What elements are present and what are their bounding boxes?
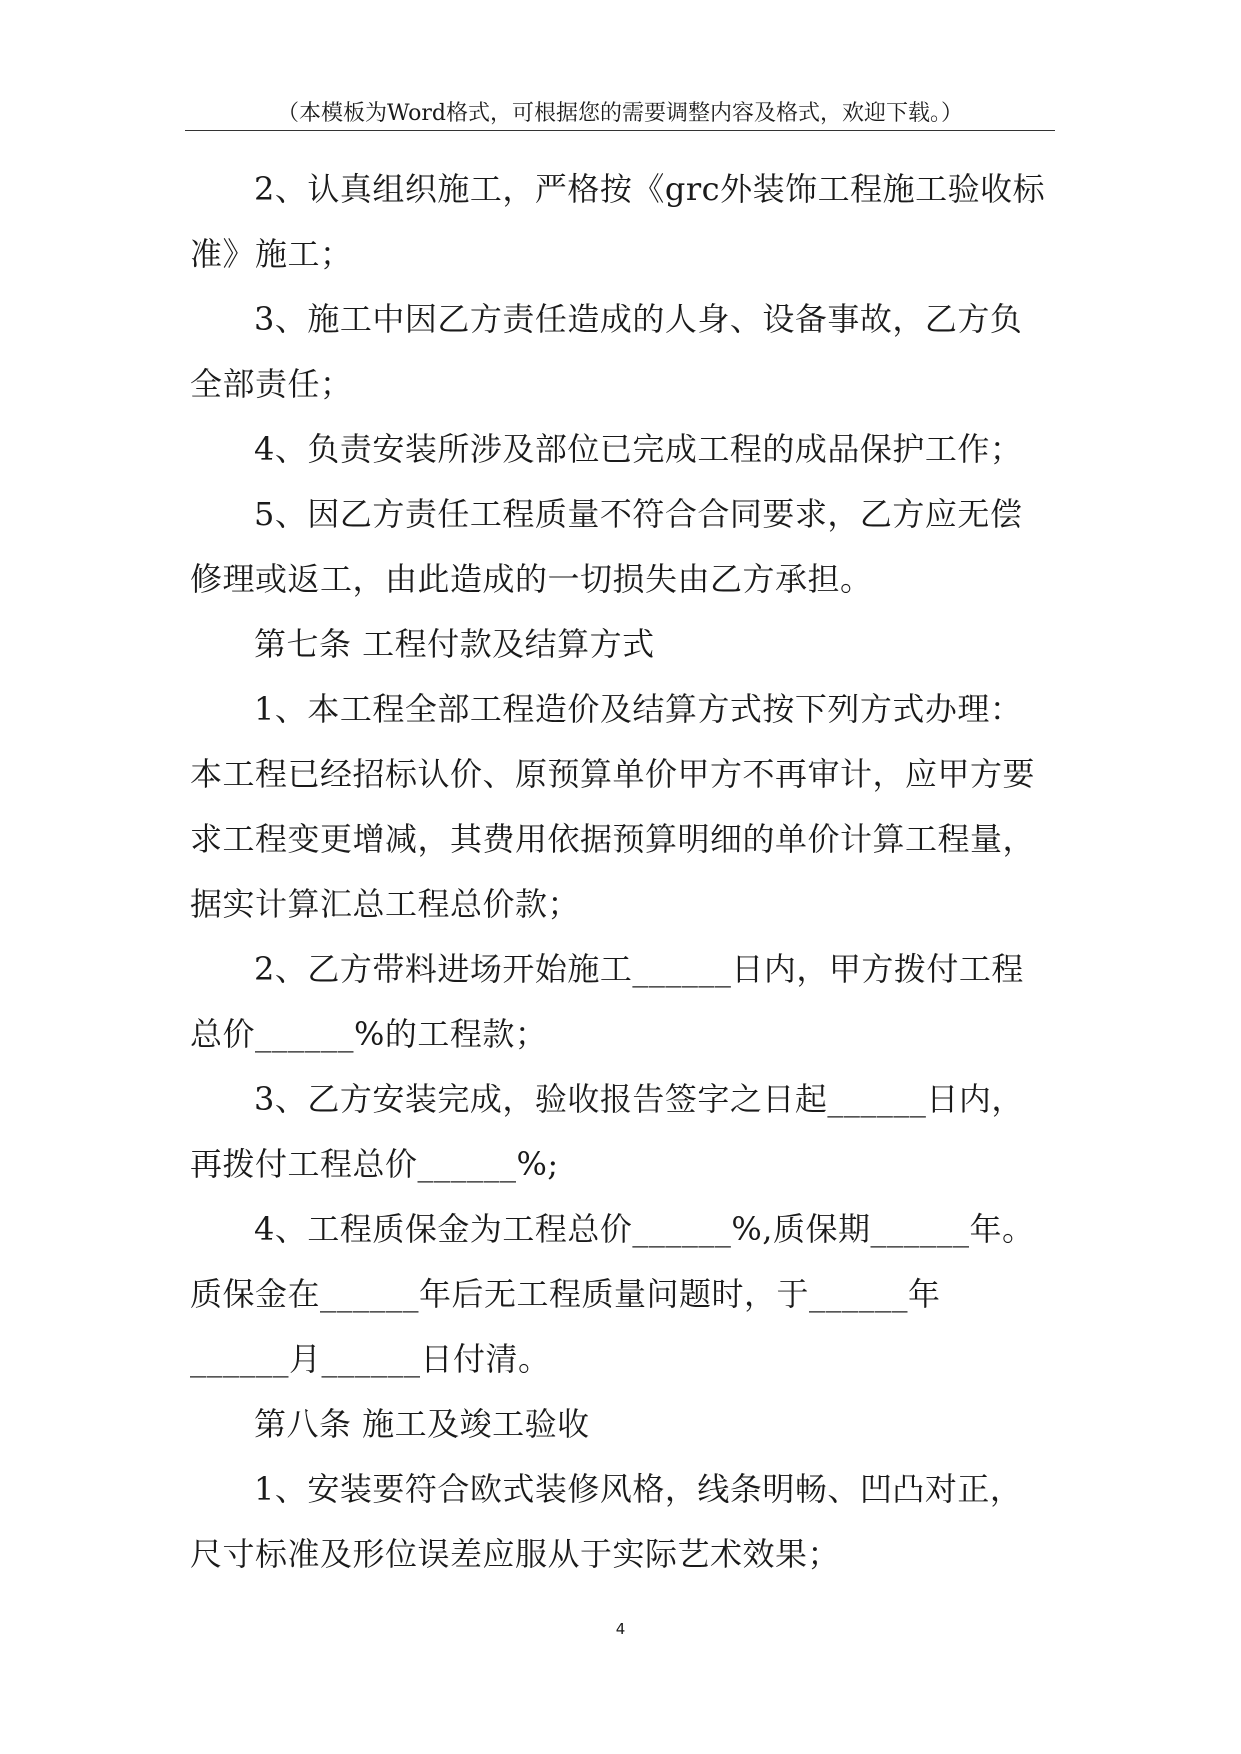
body-line: 4、负责安装所涉及部位已完成工程的成品保护工作； xyxy=(254,430,1023,468)
body-line: 1、安装要符合欧式装修风格，线条明畅、凹凸对正， xyxy=(254,1470,1023,1508)
body-line: 求工程变更增减，其费用依据预算明细的单价计算工程量， xyxy=(190,820,1036,858)
body-line: 本工程已经招标认价、原预算单价甲方不再审计，应甲方要 xyxy=(190,755,1036,793)
body-line: 3、乙方安装完成，验收报告签字之日起______日内， xyxy=(254,1080,1024,1118)
body-line: 第八条 施工及竣工验收 xyxy=(254,1405,590,1443)
body-line: 2、乙方带料进场开始施工______日内，甲方拨付工程 xyxy=(254,950,1024,988)
document-body xyxy=(190,157,1070,1587)
body-line: 质保金在______年后无工程质量问题时，于______年 xyxy=(190,1275,941,1313)
body-line: 尺寸标准及形位误差应服从于实际艺术效果； xyxy=(190,1535,841,1573)
body-line: 4、工程质保金为工程总价______%,质保期______年。 xyxy=(254,1210,1035,1248)
header-divider xyxy=(185,130,1055,131)
body-line: 2、认真组织施工，严格按《grc外装饰工程施工验收标 xyxy=(254,170,1046,208)
body-line: 据实计算汇总工程总价款； xyxy=(190,885,581,923)
body-line: 准》施工； xyxy=(190,235,353,273)
body-line: 1、本工程全部工程造价及结算方式按下列方式办理： xyxy=(254,690,1023,728)
body-line: 再拨付工程总价______%; xyxy=(190,1145,559,1183)
body-line: 3、施工中因乙方责任造成的人身、设备事故，乙方负 xyxy=(254,300,1023,338)
body-line: 第七条 工程付款及结算方式 xyxy=(254,625,655,663)
body-line: 修理或返工，由此造成的一切损失由乙方承担。 xyxy=(190,560,873,598)
template-note-header: （本模板为Word格式，可根据您的需要调整内容及格式，欢迎下载。） xyxy=(277,101,963,126)
page-number: 4 xyxy=(615,1620,626,1638)
body-line: 5、因乙方责任工程质量不符合合同要求，乙方应无偿 xyxy=(254,495,1023,533)
body-line: 全部责任； xyxy=(190,365,353,403)
body-line: 总价______%的工程款； xyxy=(190,1015,548,1053)
body-line: ______月______日付清。 xyxy=(190,1340,551,1378)
